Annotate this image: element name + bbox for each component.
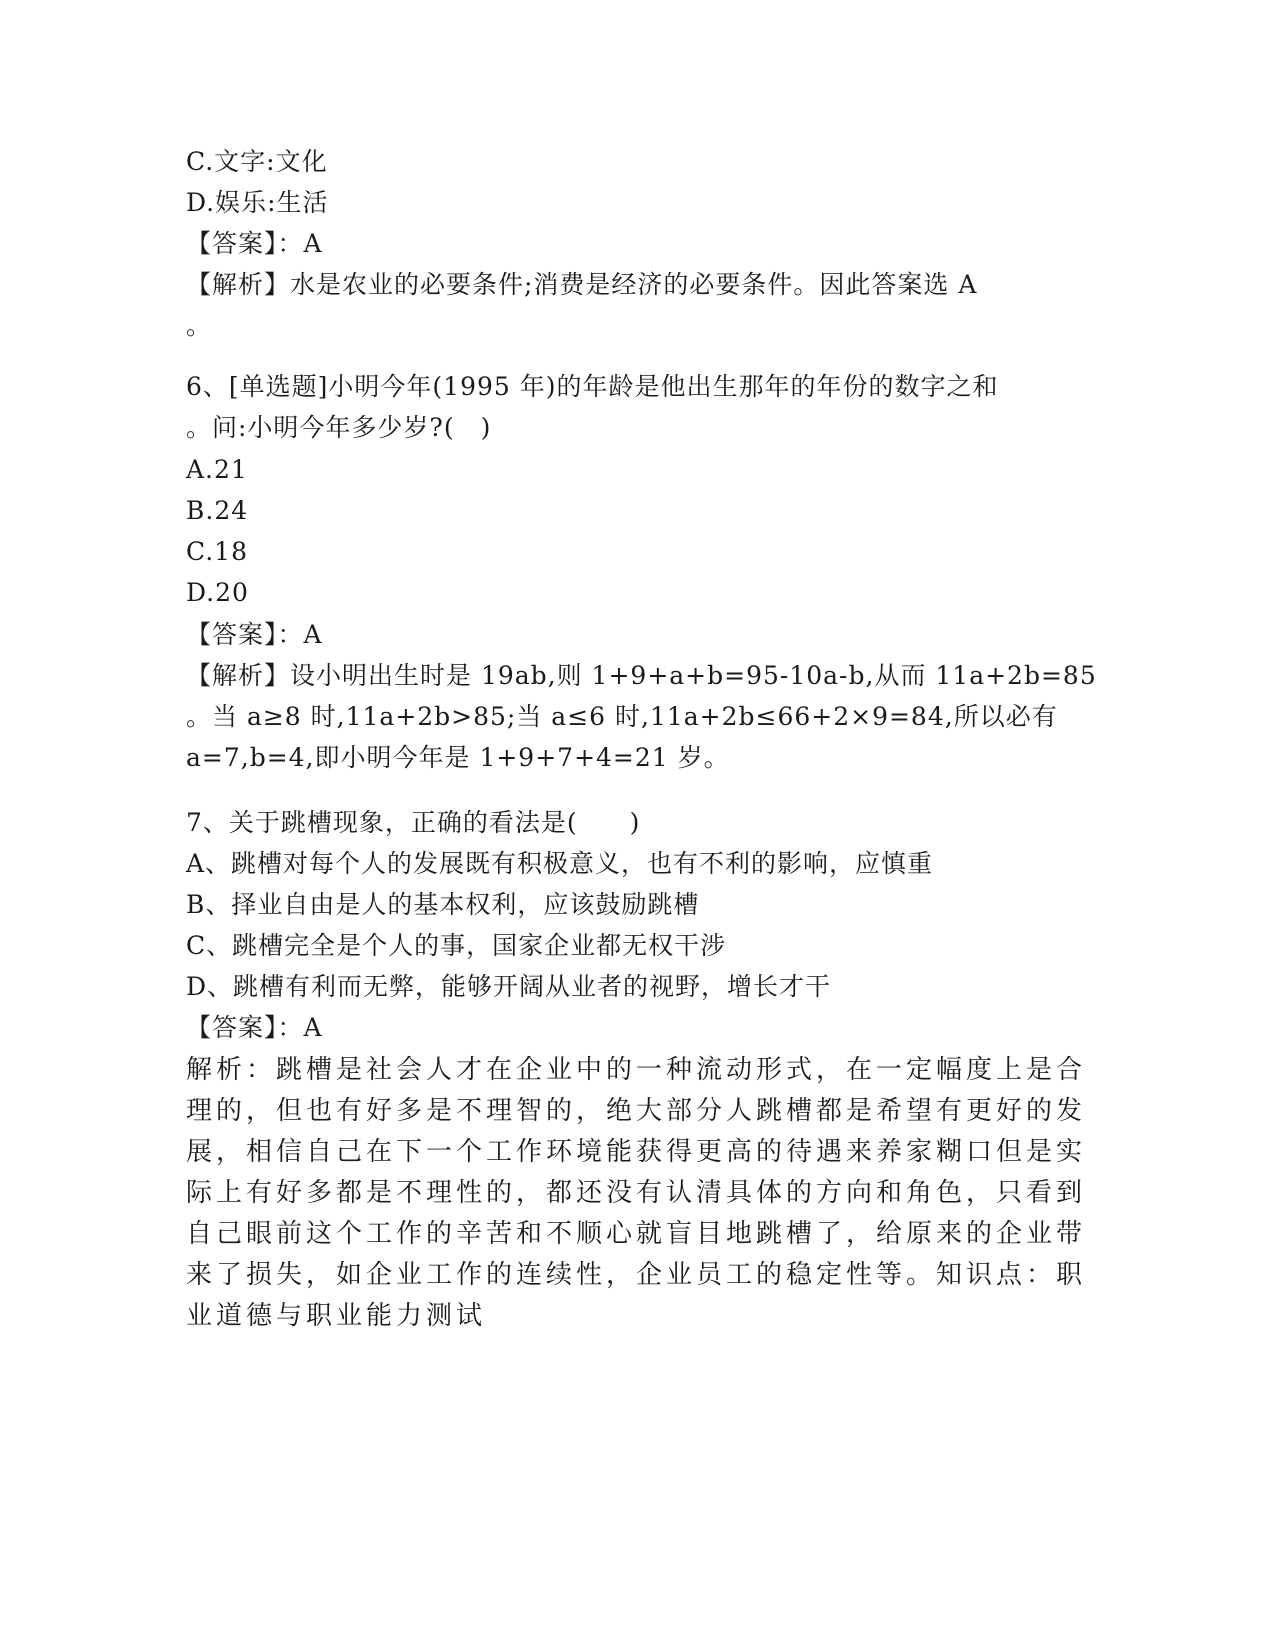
q5-analysis-line-2: 。 <box>186 311 213 340</box>
q5-answer: 【答案】：A <box>186 229 323 258</box>
q7-analysis-line-6: 来了损失，如企业工作的连续性，企业员工的稳定性等。知识点：职 <box>186 1260 1087 1290</box>
q7-analysis-line-1: 解析：跳槽是社会人才在企业中的一种流动形式，在一定幅度上是合 <box>186 1055 1087 1085</box>
q7-option-c: C、跳槽完全是个人的事，国家企业都无权干涉 <box>186 931 727 960</box>
q5-option-d: D.娱乐:生活 <box>186 188 329 217</box>
q7-analysis-line-2: 理的，但也有好多是不理智的，绝大部分人跳槽都是希望有更好的发 <box>186 1096 1087 1126</box>
q7-analysis-line-5: 自己眼前这个工作的辛苦和不顺心就盲目地跳槽了，给原来的企业带 <box>186 1219 1087 1249</box>
q7-stem: 7、关于跳槽现象，正确的看法是( ) <box>186 808 641 837</box>
q6-option-c: C.18 <box>186 537 248 566</box>
q7-analysis-line-3: 展，相信自己在下一个工作环境能获得更高的待遇来养家糊口但是实 <box>186 1137 1087 1167</box>
q7-analysis-line-4: 际上有好多都是不理性的，都还没有认清具体的方向和角色，只看到 <box>186 1178 1087 1208</box>
q6-stem-line-1: 6、[单选题]小明今年(1995 年)的年龄是他出生那年的年份的数字之和 <box>186 372 999 401</box>
q6-answer: 【答案】：A <box>186 620 323 649</box>
q7-answer: 【答案】：A <box>186 1013 323 1042</box>
q7-option-b: B、择业自由是人的基本权利，应该鼓励跳槽 <box>186 890 700 919</box>
q7-option-a: A、跳槽对每个人的发展既有积极意义，也有不利的影响，应慎重 <box>186 849 934 878</box>
q5-analysis-line-1: 【解析】水是农业的必要条件;消费是经济的必要条件。因此答案选 A <box>186 270 978 299</box>
q6-analysis-line-1: 【解析】设小明出生时是 19ab,则 1+9+a+b=95-10a-b,从而 11a+2b=85 <box>186 661 1097 690</box>
q6-analysis-line-3: a=7,b=4,即小明今年是 1+9+7+4=21 岁。 <box>186 743 730 772</box>
q7-option-d: D、跳槽有利而无弊，能够开阔从业者的视野，增长才干 <box>186 972 832 1001</box>
q6-option-b: B.24 <box>186 496 249 525</box>
q6-analysis-line-2: 。当 a≥8 时,11a+2b>85;当 a≤6 时,11a+2b≤66+2×9=84,所以必有 <box>186 702 1058 731</box>
q6-option-a: A.21 <box>186 455 248 484</box>
q6-option-d: D.20 <box>186 578 249 607</box>
q5-option-c: C.文字:文化 <box>186 147 328 176</box>
q6-stem-line-2: 。问:小明今年多少岁?( ) <box>186 413 492 442</box>
q7-analysis-line-7: 业道德与职业能力测试 <box>186 1301 487 1331</box>
